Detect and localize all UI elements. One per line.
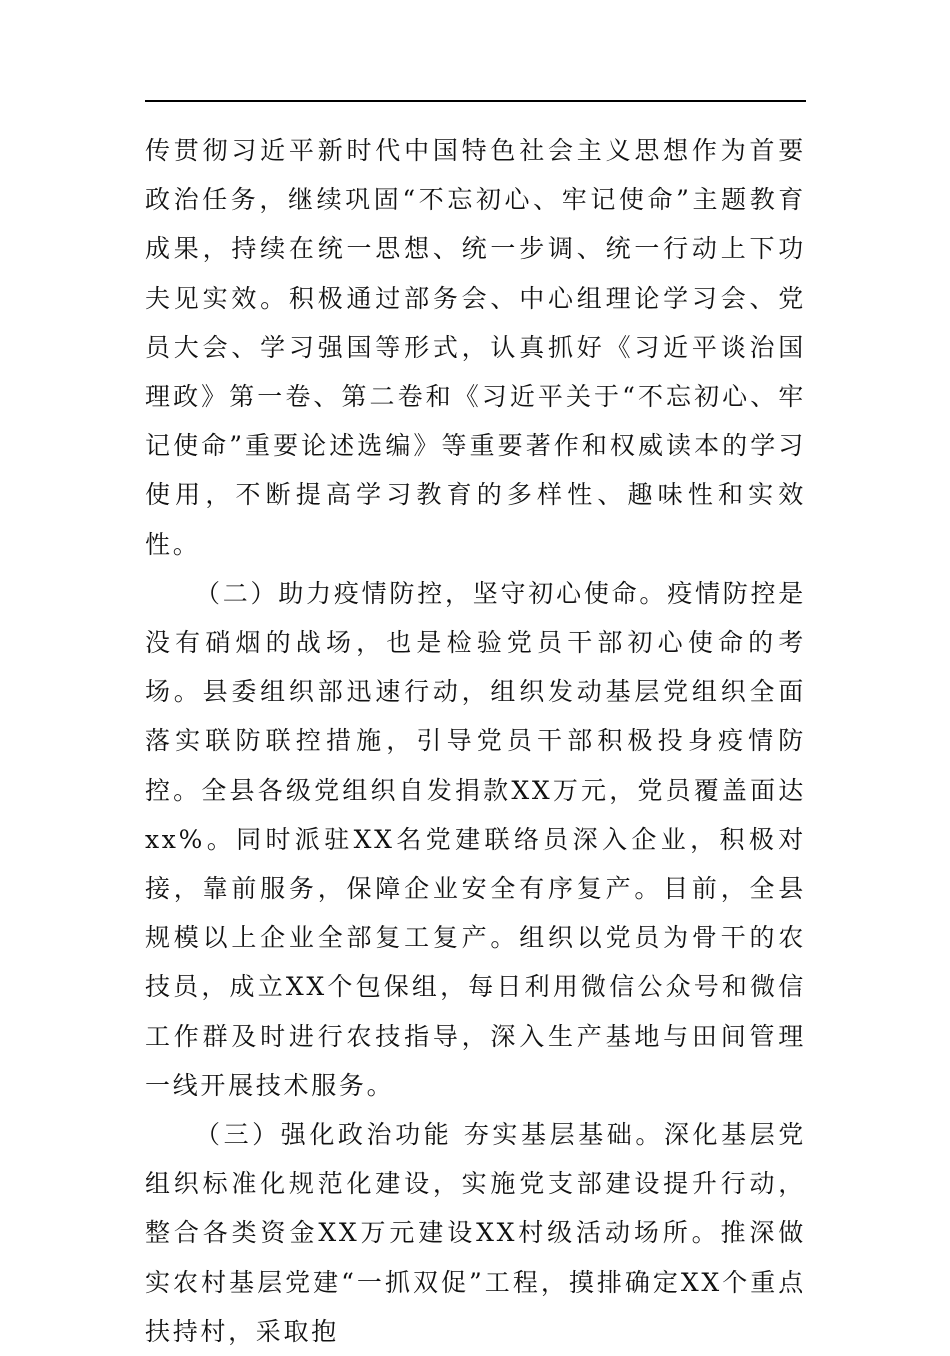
- paragraph-2: [145, 569, 806, 1110]
- paragraph-3-text: 深化基层党组织标准化规范化建设，实施党支部建设提升行动，整合各类资金XX万元建设XX村级活动场所。推深做实农村基层党建“一抓双促”工程，摸排确定XX个重点扶持村，采取抱: [145, 1120, 806, 1346]
- paragraph-2-text: 疫情防控是没有硝烟的战场，也是检验党员干部初心使命的考场。县委组织部迅速行动，组织发动基层党组织全面落实联防联控措施，引导党员干部积极投身疫情防控。全县各级党组织自发捐款XX万元，党员覆盖面达xx%。同时派驻XX名党建联络员深入企业，积极对接，靠前服务，保障企业安全有序复产。目前，全县规模以上企业全部复工复产。组织以党员为骨干的农技员，成立XX个包保组，每日利用微信公众号和微信工作群及时进行农技指导，深入生产基地与田间管理一线开展技术服务。: [145, 578, 806, 1100]
- paragraph-3: [145, 1110, 806, 1356]
- paragraph-2-heading: （二）助力疫情防控，坚守初心使命。: [195, 578, 668, 608]
- header-rule: [145, 100, 806, 102]
- paragraph-3-heading: （三）强化政治功能 夯实基层基础。: [195, 1120, 664, 1150]
- paragraph-1: [145, 126, 806, 569]
- paragraph-1-text: 传贯彻习近平新时代中国特色社会主义思想作为首要政治任务，继续巩固“不忘初心、牢记使命”主题教育成果，持续在统一思想、统一步调、统一行动上下功夫见实效。积极通过部务会、中心组理论学习会、党员大会、学习强国等形式，认真抓好《习近平谈治国理政》第一卷、第二卷和《习近平关于“不忘初心、牢记使命”重要论述选编》等重要著作和权威读本的学习使用，不断提高学习教育的多样性、趣味性和实效性。: [145, 136, 806, 559]
- body-text: [145, 126, 806, 1356]
